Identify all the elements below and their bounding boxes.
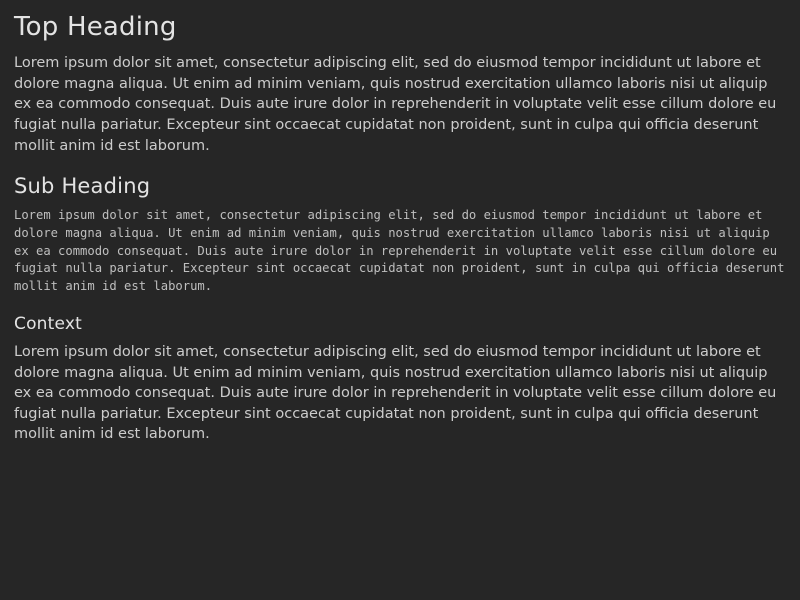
sub-heading: Sub Heading [14, 174, 151, 199]
intro-paragraph: Lorem ipsum dolor sit amet, consectetur adipiscing elit, sed do eiusmod tempor incididunt ut labore et dolore magna aliqua. Ut enim ad minim veniam, quis nostrud exercitation ullamco laboris nisi ut aliquip ex ea commodo consequat. Duis aute irure dolor in reprehenderit in voluptate velit esse cillum dolore eu fugiat nulla pariatur. Excepteur sint occaecat cupidatat non proident, sunt in culpa qui officia deserunt mollit anim id est laborum. [14, 55, 777, 154]
page-title: Top Heading [14, 12, 177, 42]
context-paragraph: Lorem ipsum dolor sit amet, consectetur adipiscing elit, sed do eiusmod tempor incididunt ut labore et dolore magna aliqua. Ut enim ad minim veniam, quis nostrud exercitation ullamco laboris nisi ut aliquip ex ea commodo consequat. Duis aute irure dolor in reprehenderit in voluptate velit esse cillum dolore eu fugiat nulla pariatur. Excepteur sint occaecat cupidatat non proident, sunt in culpa qui officia deserunt mollit anim id est laborum. [14, 344, 777, 443]
context-heading: Context [14, 313, 82, 334]
monospace-paragraph: Lorem ipsum dolor sit amet, consectetur adipiscing elit, sed do eiusmod tempor incididunt ut labore et dolore magna aliqua. Ut enim ad minim veniam, quis nostrud exercitation ullamco laboris nisi ut aliquip ex ea commodo consequat. Duis aute irure dolor in reprehenderit in voluptate velit esse cillum dolore eu fugiat nulla pariatur. Excepteur sint occaecat cupidatat non proident, sunt in culpa qui officia deserunt mollit anim id est laborum. [14, 208, 785, 294]
